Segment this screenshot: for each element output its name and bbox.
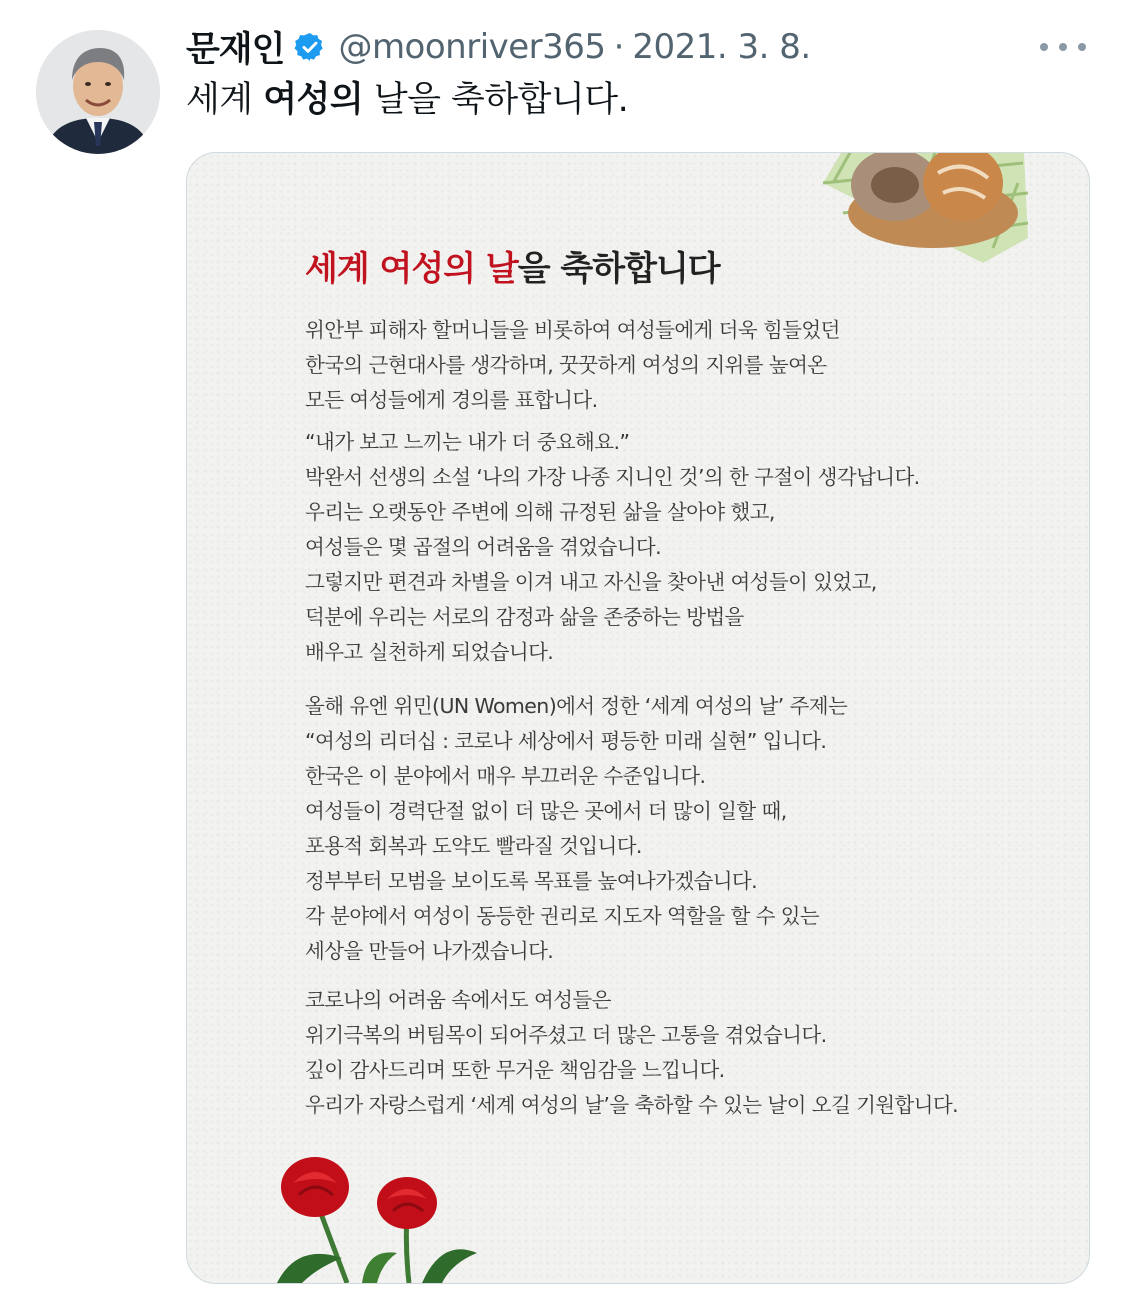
letter-paragraph-3 [305,689,847,969]
tweet-text-bold: 여성의 [263,80,364,120]
letter-paragraph-2 [305,425,920,670]
letter-title-highlight: 세계 여성의 날 [305,249,518,289]
more-dot [1040,43,1048,51]
tweet-date[interactable]: 2021. 3. 8. [632,27,811,67]
letter-line: 덕분에 우리는 서로의 감정과 삶을 존중하는 방법을 [305,605,744,629]
more-dot [1059,43,1067,51]
avatar-portrait [36,30,160,154]
more-horizontal-icon[interactable] [1040,34,1086,60]
tweet-text-end: 날을 축하합니다. [363,80,629,120]
letter-line: 한국의 근현대사를 생각하며, 꿋꿋하게 여성의 지위를 높여온 [305,353,827,377]
letter-title [305,241,720,290]
letter-title-rest: 을 축하합니다 [517,249,720,289]
display-name[interactable]: 문재인 [186,30,285,70]
letter-line: 여성들은 몇 곱절의 어려움을 겪었습니다. [305,535,662,559]
letter-line: 위기극복의 버팀목이 되어주셨고 더 많은 고통을 겪었습니다. [305,1023,827,1047]
letter-line: 올해 유엔 위민(UN Women)에서 정한 ‘세계 여성의 날’ 주제는 [305,694,848,718]
more-dot [1078,43,1086,51]
letter-line: 한국은 이 분야에서 매우 부끄러운 수준입니다. [305,764,706,788]
letter-line: 박완서 선생의 소설 ‘나의 가장 나종 지니인 것’의 한 구절이 생각납니다. [305,465,920,489]
tweet-text [186,76,628,124]
letter-line: 정부부터 모범을 보이도록 목표를 높여나가겠습니다. [305,869,758,893]
tweet-image[interactable] [186,152,1090,1284]
user-handle[interactable]: @moonriver365 [338,27,606,67]
letter-line: 그렇지만 편견과 차별을 이겨 내고 자신을 찾아낸 여성들이 있었고, [305,570,877,594]
verified-badge-icon [294,31,326,63]
letter-line: 각 분야에서 여성이 동등한 권리로 지도자 역할을 할 수 있는 [305,904,820,928]
letter-line: 우리가 자랑스럽게 ‘세계 여성의 날’을 축하할 수 있는 날이 오길 기원합니다. [305,1093,959,1117]
separator-dot: · [613,27,625,67]
letter-line: 여성들이 경력단절 없이 더 많은 곳에서 더 많이 일할 때, [305,799,787,823]
tweet-header [186,22,811,72]
letter-line: 모든 여성들에게 경의를 표합니다. [305,388,598,412]
letter-line: 코로나의 어려움 속에서도 여성들은 [305,988,611,1012]
bread-basket-illustration [813,152,1033,273]
letter-line: “여성의 리더십 : 코로나 세상에서 평등한 미래 실현” 입니다. [305,729,827,753]
roses-illustration [257,1143,487,1283]
tweet-text-start: 세계 [186,80,264,120]
avatar[interactable] [36,30,160,154]
letter-paragraph-4 [305,983,958,1123]
letter-line: “내가 보고 느끼는 내가 더 중요해요.” [305,430,630,454]
letter-line: 우리는 오랫동안 주변에 의해 규정된 삶을 살아야 했고, [305,500,775,524]
letter-paragraph-1 [305,313,840,418]
letter-line: 배우고 실천하게 되었습니다. [305,640,554,664]
letter-line: 깊이 감사드리며 또한 무거운 책임감을 느낍니다. [305,1058,725,1082]
letter-line: 세상을 만들어 나가겠습니다. [305,939,554,963]
letter-line: 위안부 피해자 할머니들을 비롯하여 여성들에게 더욱 힘들었던 [305,318,840,342]
letter-line: 포용적 회복과 도약도 빨라질 것입니다. [305,834,642,858]
